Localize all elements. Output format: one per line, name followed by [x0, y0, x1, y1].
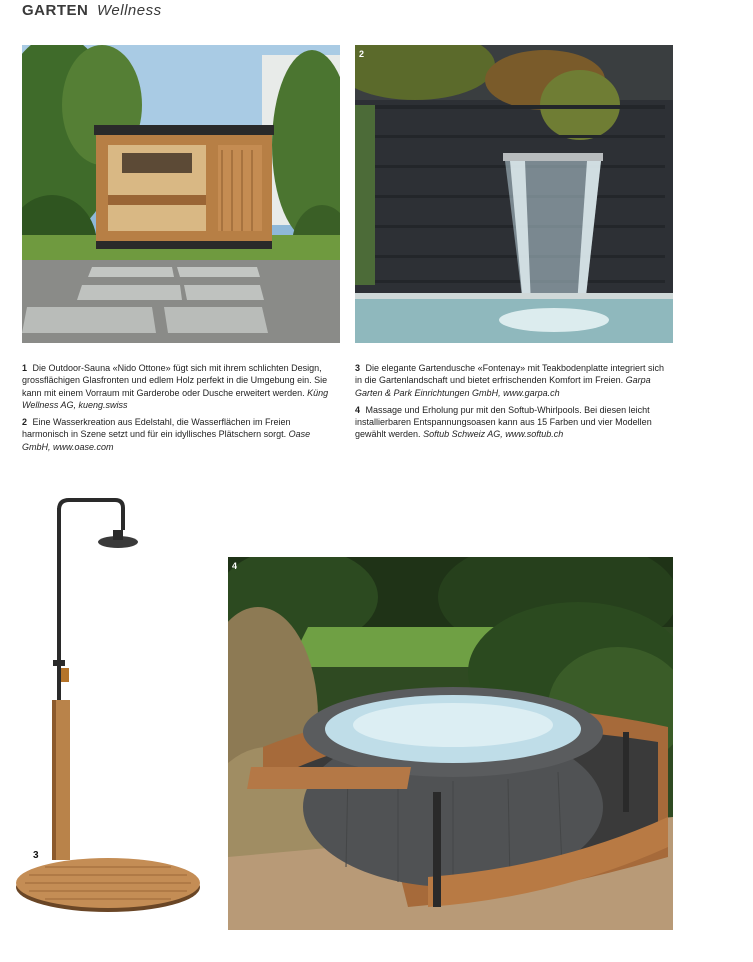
caption-2: 2 Eine Wasserkreation aus Edelstahl, die Wasserflächen im Freien harmonisch in Szene setzt und für ein idyllisches Plätschern sorgt. Oase GmbH, www.oase.com [22, 417, 311, 452]
caption-1-credit: Küng Wellness AG, kueng.swiss [22, 387, 329, 410]
section-subtitle: Wellness [97, 2, 162, 19]
photo-number-4: 4 [232, 561, 238, 571]
caption-3: 3 Die elegante Gartendusche «Fontenay» mit Teakbodenplatte integriert sich in die Gartenlandschaft und bietet erfrischenden Komfort im Freien. Garpa Garten & Park Einrichtungen GmbH, www.garpa.ch [355, 363, 665, 398]
hot-tub-photo [228, 557, 673, 930]
sauna-photo [22, 45, 340, 343]
caption-4-credit: Softub Schweiz AG, www.softub.ch [423, 429, 564, 440]
caption-2-credit: Oase GmbH, www.oase.com [22, 429, 311, 452]
garden-shower-photo [15, 490, 215, 930]
section-title: GARTEN [22, 2, 89, 19]
caption-4: 4 Massage und Erholung pur mit den Softub-Whirlpools. Bei diesen leicht installierbaren Entspannungsoasen kann aus 15 Farben und vier Modellen gewählt werden. Softub Schweiz AG, www.softub.ch [355, 404, 652, 440]
captions-left [22, 362, 332, 458]
captions-right [355, 362, 673, 446]
water-feature-photo [355, 45, 673, 343]
caption-3-credit: Garpa Garten & Park Einrichtungen GmbH, www.garpa.ch [355, 375, 651, 398]
page-header [22, 2, 162, 19]
photo-number-2: 2 [359, 49, 365, 59]
photo-number-3: 3 [33, 850, 39, 861]
caption-1: 1 Die Outdoor-Sauna «Nido Ottone» fügt sich mit ihrem schlichten Design, grossflächigen Glasfronten und edlem Holz perfekt in die Umgebung ein. Sie kann mit einem Vorraum mit Garderobe oder Dusche erweitert werden. Küng Wellness AG, kueng.swiss [22, 363, 329, 410]
